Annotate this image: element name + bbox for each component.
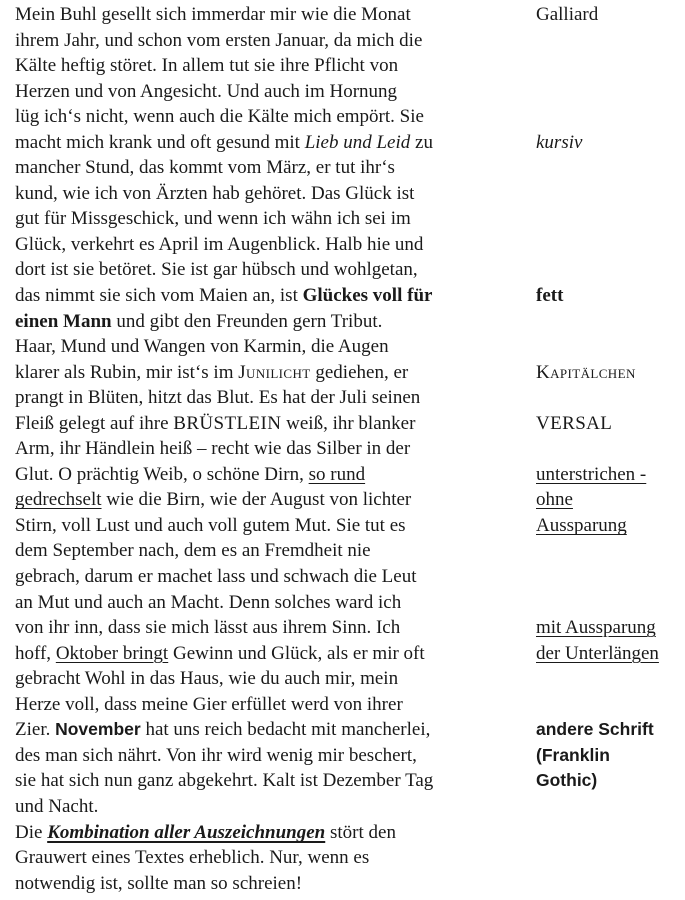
text-segment-regular: notwendig ist, sollte man so schreien!	[15, 872, 303, 894]
label-andere-schrift-franklin-gothic	[536, 717, 654, 794]
text-segment-regular: hat uns reich bedacht mit mancherlei,	[140, 719, 431, 741]
text-line	[15, 513, 531, 539]
label-versal	[536, 411, 612, 437]
margin-label-line: fett	[536, 285, 564, 307]
text-segment-regular: ihrem Jahr, und schon vom ersten Januar, da mich die	[15, 29, 423, 51]
text-line	[15, 257, 531, 283]
text-line	[15, 53, 531, 79]
margin-label-line: kursiv	[536, 131, 583, 153]
text-segment-regular: und Nacht.	[15, 795, 99, 817]
text-segment-regular: Herze voll, dass meine Gier erfüllet werd von ihrer	[15, 693, 403, 715]
text-line	[15, 462, 531, 488]
margin-label-line: andere Schrift	[536, 719, 654, 740]
text-segment-regular: dem September nach, dem es an Fremdheit nie	[15, 540, 371, 562]
text-segment-regular: Arm, ihr Händlein heiß – recht wie das Silber in der	[15, 438, 411, 460]
text-segment-regular: prangt in Blüten, hitzt das Blut. Es hat der Juli seinen	[15, 387, 421, 409]
text-line	[15, 743, 531, 769]
body-text-column	[15, 2, 531, 896]
text-line	[15, 794, 531, 820]
text-line	[15, 590, 531, 616]
text-line	[15, 564, 531, 590]
margin-label-line: unterstrichen -	[536, 463, 647, 485]
margin-label-line: ohne	[536, 489, 573, 511]
text-line	[15, 615, 531, 641]
text-segment-regular: wie die Birn, wie der August von lichter	[101, 489, 412, 511]
text-segment-regular: gebrach, darum er machet lass und schwach die Leut	[15, 566, 417, 588]
text-segment-regular: das nimmt sie sich vom Maien an, ist	[15, 285, 303, 307]
text-segment-franklin: November	[55, 719, 141, 740]
label-kapitaelchen	[536, 360, 636, 386]
text-line	[15, 538, 531, 564]
text-segment-regular: Kälte heftig störet. In allem tut sie ihre Pflicht von	[15, 55, 399, 77]
text-segment-regular: gut für Missgeschick, und wenn ich wähn ich sei im	[15, 208, 411, 230]
text-line	[15, 283, 531, 309]
text-line	[15, 334, 531, 360]
text-segment-regular: Herzen und von Angesicht. Und auch im Hornung	[15, 80, 398, 102]
text-segment-regular: Gewinn und Glück, als er mir oft	[168, 642, 425, 664]
text-segment-regular: des man sich nährt. Von ihr wird wenig mir beschert,	[15, 744, 417, 766]
text-segment-versal: BRÜSTLEIN	[173, 412, 282, 434]
text-line	[15, 181, 531, 207]
margin-label-line: (Franklin	[536, 744, 610, 765]
text-segment-regular: mancher Stund, das kommt vom März, er tut ihr‘s	[15, 157, 395, 179]
text-segment-regular: sie hat sich nun ganz abgekehrt. Kalt ist Dezember Tag	[15, 770, 434, 792]
text-segment-regular: Mein Buhl gesellt sich immerdar mir wie die Monat	[15, 4, 411, 25]
text-line	[15, 845, 531, 871]
text-segment-bold: einen Mann	[15, 310, 112, 332]
text-segment-regular: klarer als Rubin, mir ist‘s im	[15, 361, 239, 383]
text-segment-regular: stört den	[325, 821, 396, 843]
label-mit-aussparung-der-unterlaengen	[536, 615, 659, 666]
label-kursiv	[536, 130, 582, 156]
text-segment-regular: an Mut und auch an Macht. Denn solches ward ich	[15, 591, 402, 613]
label-unterstrichen-ohne-aussparung	[536, 462, 646, 539]
text-segment-regular: Glück, verkehrt es April im Augenblick. Halb hie und	[15, 233, 424, 255]
text-line	[15, 309, 531, 335]
text-segment-regular: lüg ich‘s nicht, wenn auch die Kälte mich empört. Sie	[15, 106, 424, 128]
text-line	[15, 871, 531, 897]
text-segment-regular: Glut. O prächtig Weib, o schöne Dirn,	[15, 463, 309, 485]
text-line	[15, 820, 531, 846]
margin-label-line: Gothic)	[536, 770, 598, 791]
label-fett	[536, 283, 563, 309]
text-segment-underline-skip: Oktober bringt	[55, 642, 169, 664]
text-line	[15, 104, 531, 130]
text-line	[15, 411, 531, 437]
text-line	[15, 206, 531, 232]
text-segment-smallcaps: Junilicht	[238, 361, 311, 383]
margin-label-line: mit Aussparung	[536, 617, 656, 639]
text-segment-regular: Grauwert eines Textes erheblich. Nur, wenn es	[15, 847, 370, 869]
text-segment-regular: und gibt den Freunden gern Tribut.	[111, 310, 383, 332]
text-line	[15, 28, 531, 54]
text-segment-regular: dort ist sie betöret. Sie ist gar hübsch und wohlgetan,	[15, 259, 418, 281]
text-segment-regular: Fleiß gelegt auf ihre	[15, 412, 174, 434]
text-segment-regular: gediehen, er	[310, 361, 409, 383]
text-segment-regular: Die	[15, 821, 48, 843]
text-line	[15, 360, 531, 386]
text-segment-regular: Zier.	[15, 719, 56, 741]
text-line	[15, 641, 531, 667]
text-segment-italic: Lieb und Leid	[304, 131, 411, 153]
text-segment-regular: hoff,	[15, 642, 56, 664]
text-segment-regular: Stirn, voll Lust und auch voll gutem Mut. Sie tut es	[15, 514, 406, 536]
text-segment-regular: weiß, ihr blanker	[281, 412, 416, 434]
text-line	[15, 2, 531, 28]
label-galliard	[536, 2, 598, 28]
margin-label-line: Galliard	[536, 4, 599, 25]
text-line	[15, 232, 531, 258]
margin-label-line: Aussparung	[536, 514, 627, 536]
text-line	[15, 436, 531, 462]
margin-label-line: VERSAL	[536, 412, 613, 434]
text-line	[15, 717, 531, 743]
text-segment-regular: von ihr inn, dass sie mich lässt aus ihrem Sinn. Ich	[15, 617, 401, 639]
text-segment-underline: so rund	[308, 463, 366, 485]
text-segment-regular: kund, wie ich von Ärzten hab gehöret. Das Glück ist	[15, 182, 415, 204]
text-segment-regular: gebracht Wohl in das Haus, wie du auch mir, mein	[15, 668, 399, 690]
margin-label-line: Kapitälchen	[536, 361, 636, 383]
text-line	[15, 130, 531, 156]
text-segment-underline: gedrechselt	[15, 489, 102, 511]
text-line	[15, 768, 531, 794]
text-line	[15, 79, 531, 105]
text-segment-bold: Glückes voll für	[302, 285, 433, 307]
text-segment-regular: macht mich krank und oft gesund mit	[15, 131, 305, 153]
text-line	[15, 155, 531, 181]
text-line	[15, 487, 531, 513]
text-segment-regular: zu	[410, 131, 433, 153]
text-line	[15, 666, 531, 692]
text-segment-combo: Kombination aller Auszeichnungen	[47, 821, 326, 843]
text-segment-regular: Haar, Mund und Wangen von Karmin, die Augen	[15, 336, 389, 358]
text-line	[15, 385, 531, 411]
text-line	[15, 692, 531, 718]
margin-label-line: der Unterlängen	[536, 642, 659, 664]
